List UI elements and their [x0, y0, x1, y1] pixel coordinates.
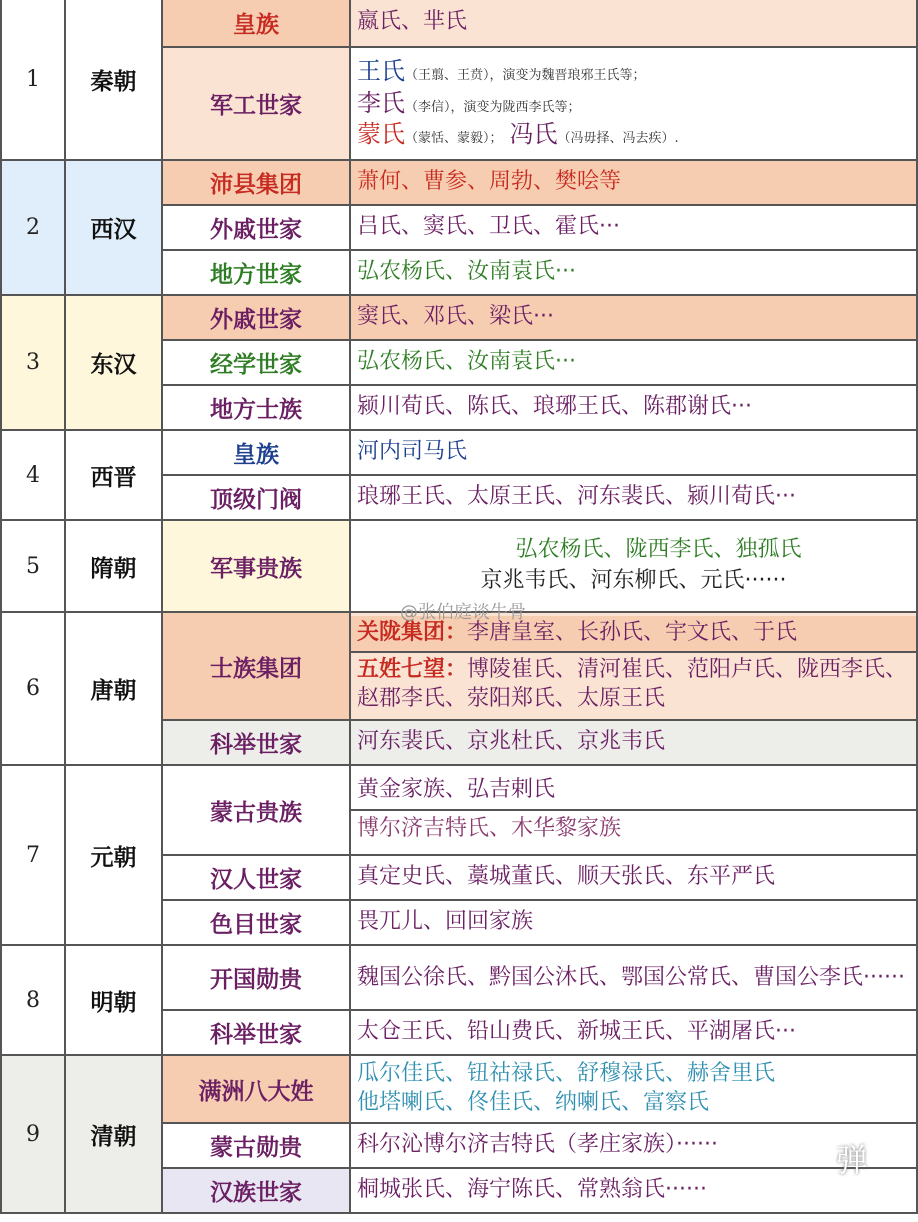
- family-surname: 王氏: [357, 57, 405, 86]
- category-label: 军事贵族: [162, 520, 350, 612]
- dynasty-name: 隋朝: [65, 520, 162, 612]
- dynasty-name: 西晋: [65, 430, 162, 520]
- family-note: （李信），演变为陇西李氏等；: [405, 99, 581, 115]
- family-line: 博陵崔氏、清河崔氏、范阳卢氏、陇西李氏、赵郡李氏、荥阳郑氏、太原王氏: [357, 656, 908, 712]
- family-surname: 蒙氏: [357, 120, 405, 149]
- family-list: 魏国公徐氏、黔国公沐氏、鄂国公常氏、曹国公李氏······: [350, 945, 917, 1010]
- family-line: 弘农杨氏、陇西李氏、独孤氏: [515, 537, 802, 563]
- group-heading: 五姓七望：: [357, 656, 468, 682]
- family-list: 河内司马氏: [350, 430, 917, 475]
- dynasty-name: 西汉: [65, 160, 162, 295]
- dynasty-name: 秦朝: [65, 0, 162, 160]
- family-list: 嬴氏、芈氏: [350, 0, 917, 47]
- dynasty-name: 清朝: [65, 1055, 162, 1213]
- family-list: 窦氏、邓氏、梁氏···: [350, 295, 917, 340]
- category-label: 经学世家: [162, 340, 350, 385]
- category-label: 汉人世家: [162, 855, 350, 900]
- category-label: 科举世家: [162, 1010, 350, 1055]
- row-number: 1: [1, 0, 65, 160]
- category-label: 蒙古勋贵: [162, 1123, 350, 1168]
- row-number: 4: [1, 430, 65, 520]
- row-number: 9: [1, 1055, 65, 1213]
- category-label: 皇族: [162, 430, 350, 475]
- category-label: 蒙古贵族: [162, 765, 350, 855]
- dynasty-name: 东汉: [65, 295, 162, 430]
- family-list: [350, 47, 917, 160]
- family-group: [351, 653, 916, 716]
- category-label: 皇族: [162, 0, 350, 47]
- family-list: 太仓王氏、铅山费氏、新城王氏、平湖屠氏···: [350, 1010, 917, 1055]
- family-line: 瓜尔佳氏、钮祜禄氏、舒穆禄氏、赫舍里氏: [357, 1061, 776, 1087]
- dynasty-name: 唐朝: [65, 612, 162, 765]
- family-note: （王翦、王贲），演变为魏晋琅邪王氏等；: [405, 68, 646, 84]
- category-label: 地方士族: [162, 385, 350, 430]
- family-list: 琅琊王氏、太原王氏、河东裴氏、颍川荀氏···: [350, 475, 917, 520]
- category-label: 满洲八大姓: [162, 1055, 350, 1123]
- family-list: 科尔沁博尔济吉特氏（孝庄家族）······: [350, 1123, 917, 1168]
- watermark: @张伯庭谈牛骨: [400, 602, 526, 623]
- family-line: 黄金家族、弘吉剌氏: [351, 772, 916, 811]
- family-list: [350, 765, 917, 855]
- category-label: 地方世家: [162, 250, 350, 295]
- category-label: 外戚世家: [162, 205, 350, 250]
- category-label: 士族集团: [162, 612, 350, 720]
- category-label: 外戚世家: [162, 295, 350, 340]
- row-number: 3: [1, 295, 65, 430]
- family-list: 弘农杨氏、汝南袁氏···: [350, 250, 917, 295]
- row-number: 8: [1, 945, 65, 1055]
- family-note: （冯毋择、冯去疾）.: [557, 131, 679, 147]
- family-list: [350, 1055, 917, 1123]
- family-list: 桐城张氏、海宁陈氏、常熟翁氏······: [350, 1168, 917, 1213]
- family-list: 吕氏、窦氏、卫氏、霍氏···: [350, 205, 917, 250]
- category-label: 顶级门阀: [162, 475, 350, 520]
- family-surname: 冯氏: [509, 120, 558, 149]
- dynasty-name: 明朝: [65, 945, 162, 1055]
- row-number: 6: [1, 612, 65, 765]
- group-heading: 关陇集团：: [357, 619, 468, 645]
- category-label: 科举世家: [162, 720, 350, 765]
- category-label: 色目世家: [162, 900, 350, 945]
- category-label: 军工世家: [162, 47, 350, 160]
- family-line: 李唐皇室、长孙氏、宇文氏、于氏: [467, 619, 798, 645]
- family-line: 京兆韦氏、河东柳氏、元氏······: [480, 568, 787, 593]
- family-line: 博尔济吉特氏、木华黎家族: [357, 816, 622, 841]
- category-label: 开国勋贵: [162, 945, 350, 1010]
- row-number: 5: [1, 520, 65, 612]
- family-surname: 李氏: [357, 88, 405, 117]
- row-number: 2: [1, 160, 65, 295]
- category-label: 汉族世家: [162, 1168, 350, 1213]
- family-list: 萧何、曹参、周勃、樊哙等: [350, 160, 917, 205]
- dynasty-name: 元朝: [65, 765, 162, 945]
- family-list: 畏兀儿、回回家族: [350, 900, 917, 945]
- family-list: 河东裴氏、京兆杜氏、京兆韦氏: [350, 720, 917, 765]
- family-list: 弘农杨氏、汝南袁氏···: [350, 340, 917, 385]
- category-label: 沛县集团: [162, 160, 350, 205]
- family-note: （蒙恬、蒙毅）；: [405, 131, 503, 147]
- family-list: 真定史氏、藁城董氏、顺天张氏、东平严氏: [350, 855, 917, 900]
- family-list: 颍川荀氏、陈氏、琅琊王氏、陈郡谢氏···: [350, 385, 917, 430]
- family-line: 他塔喇氏、佟佳氏、纳喇氏、富察氏: [357, 1090, 710, 1115]
- danmaku-icon[interactable]: 弹: [836, 1141, 869, 1179]
- row-number: 7: [1, 765, 65, 945]
- family-list: [350, 612, 917, 720]
